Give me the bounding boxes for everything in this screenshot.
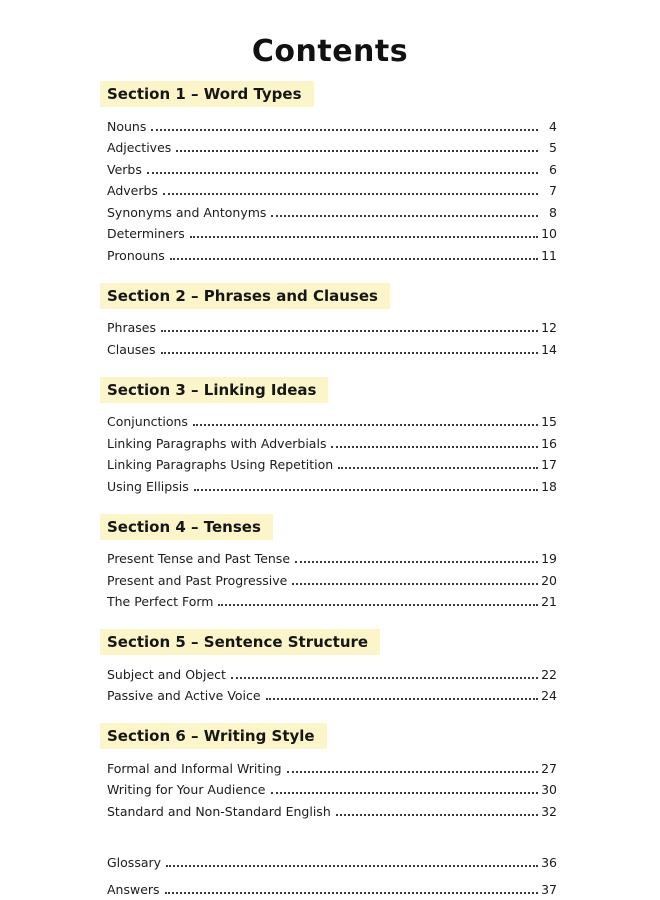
back-matter-entries <box>107 845 557 899</box>
dotted-leader <box>218 604 538 606</box>
table-of-contents <box>107 81 557 899</box>
entry-page-number: 21 <box>541 594 557 609</box>
dotted-leader <box>147 172 538 174</box>
section-entries <box>107 410 557 496</box>
toc-entry <box>107 845 557 872</box>
dotted-leader <box>231 677 538 679</box>
dotted-leader <box>338 467 538 469</box>
entry-page-number: 24 <box>541 688 557 703</box>
entry-page-number: 5 <box>549 140 557 155</box>
toc-entry <box>107 157 557 179</box>
toc-section <box>107 723 557 821</box>
dotted-leader <box>331 446 538 448</box>
dotted-leader <box>176 150 538 152</box>
entry-label: The Perfect Form <box>107 594 214 609</box>
entry-page-number: 7 <box>549 183 557 198</box>
dotted-leader <box>292 583 538 585</box>
toc-entry <box>107 799 557 821</box>
toc-section <box>107 629 557 705</box>
entry-label: Linking Paragraphs Using Repetition <box>107 457 334 472</box>
toc-section <box>107 81 557 265</box>
dotted-leader <box>161 330 538 332</box>
section-header-highlight <box>100 283 390 309</box>
section-entries <box>107 547 557 612</box>
toc-entry <box>107 756 557 778</box>
entry-page-number: 11 <box>541 247 557 263</box>
section-entries <box>107 316 557 359</box>
entry-label: Verbs <box>107 161 142 177</box>
entry-label: Present and Past Progressive <box>107 572 288 588</box>
section-header-highlight <box>100 81 314 107</box>
toc-entry <box>107 453 557 475</box>
page-title: Contents <box>251 34 409 69</box>
section-entries <box>107 662 557 705</box>
dotted-leader <box>266 698 538 700</box>
entry-label: Adjectives <box>107 140 172 155</box>
entry-label: Nouns <box>107 118 147 134</box>
toc-entry <box>107 136 557 158</box>
entry-page-number: 32 <box>541 803 557 819</box>
toc-entry <box>107 431 557 453</box>
entry-label: Subject and Object <box>107 666 226 682</box>
section-title: Section 4 – Tenses <box>107 517 261 536</box>
entry-label: Using Ellipsis <box>107 478 189 494</box>
toc-entry <box>107 872 557 899</box>
entry-label: Present Tense and Past Tense <box>107 551 291 566</box>
section-header-highlight <box>100 514 273 540</box>
toc-entry <box>107 568 557 590</box>
entry-page-number: 4 <box>549 118 557 134</box>
dotted-leader <box>271 792 539 794</box>
section-entries <box>107 114 557 265</box>
entry-label: Adverbs <box>107 183 158 198</box>
dotted-leader <box>295 561 538 563</box>
entry-label: Clauses <box>107 341 156 357</box>
section-header-highlight <box>100 723 327 749</box>
dotted-leader <box>151 129 538 131</box>
entry-page-number: 15 <box>541 414 557 429</box>
entry-page-number: 18 <box>541 478 557 494</box>
entry-page-number: 12 <box>541 320 557 335</box>
dotted-leader <box>166 865 538 867</box>
entry-page-number: 17 <box>541 457 557 472</box>
toc-entry <box>107 179 557 201</box>
toc-entry <box>107 200 557 222</box>
entry-label: Answers <box>107 881 160 897</box>
entry-label: Passive and Active Voice <box>107 688 261 703</box>
dotted-leader <box>170 258 538 260</box>
entry-page-number: 22 <box>541 666 557 682</box>
toc-section <box>107 514 557 612</box>
toc-entry <box>107 222 557 244</box>
toc-entry <box>107 684 557 706</box>
dotted-leader <box>161 352 539 354</box>
section-title: Section 2 – Phrases and Clauses <box>107 286 378 305</box>
entry-page-number: 27 <box>541 760 557 776</box>
toc-section <box>107 283 557 359</box>
section-header-highlight <box>100 377 328 403</box>
entry-page-number: 20 <box>541 572 557 588</box>
section-entries <box>107 756 557 821</box>
entry-label: Linking Paragraphs with Adverbials <box>107 435 327 451</box>
toc-section <box>107 377 557 496</box>
dotted-leader <box>165 892 538 894</box>
toc-entry <box>107 662 557 684</box>
toc-entry <box>107 243 557 265</box>
dotted-leader <box>271 215 538 217</box>
entry-label: Writing for Your Audience <box>107 782 266 797</box>
toc-entry <box>107 316 557 338</box>
entry-label: Determiners <box>107 226 185 241</box>
entry-label: Glossary <box>107 854 162 870</box>
dotted-leader <box>194 489 538 491</box>
section-title: Section 5 – Sentence Structure <box>107 633 369 651</box>
entry-label: Pronouns <box>107 247 165 263</box>
entry-label: Phrases <box>107 320 156 335</box>
entry-label: Standard and Non-Standard English <box>107 803 331 819</box>
toc-entry <box>107 337 557 359</box>
entry-page-number: 10 <box>541 226 557 241</box>
entry-page-number: 16 <box>541 435 557 451</box>
entry-page-number: 37 <box>541 881 557 897</box>
entry-page-number: 36 <box>541 854 557 870</box>
toc-entry <box>107 114 557 136</box>
dotted-leader <box>287 771 538 773</box>
entry-page-number: 30 <box>541 782 557 797</box>
entry-page-number: 6 <box>549 161 557 177</box>
section-title: Section 1 – Word Types <box>107 85 302 103</box>
dotted-leader <box>193 424 538 426</box>
entry-page-number: 19 <box>541 551 557 566</box>
toc-entry <box>107 778 557 800</box>
toc-entry <box>107 547 557 569</box>
dotted-leader <box>190 236 538 238</box>
dotted-leader <box>336 814 538 816</box>
dotted-leader <box>163 193 538 195</box>
section-header-highlight <box>100 629 380 655</box>
entry-page-number: 14 <box>541 341 557 357</box>
entry-label: Conjunctions <box>107 414 188 429</box>
section-title: Section 6 – Writing Style <box>107 727 315 745</box>
entry-label: Formal and Informal Writing <box>107 760 282 776</box>
entry-page-number: 8 <box>549 204 557 220</box>
toc-entry <box>107 590 557 612</box>
toc-entry <box>107 410 557 432</box>
toc-entry <box>107 474 557 496</box>
entry-label: Synonyms and Antonyms <box>107 204 267 220</box>
section-title: Section 3 – Linking Ideas <box>107 380 317 399</box>
